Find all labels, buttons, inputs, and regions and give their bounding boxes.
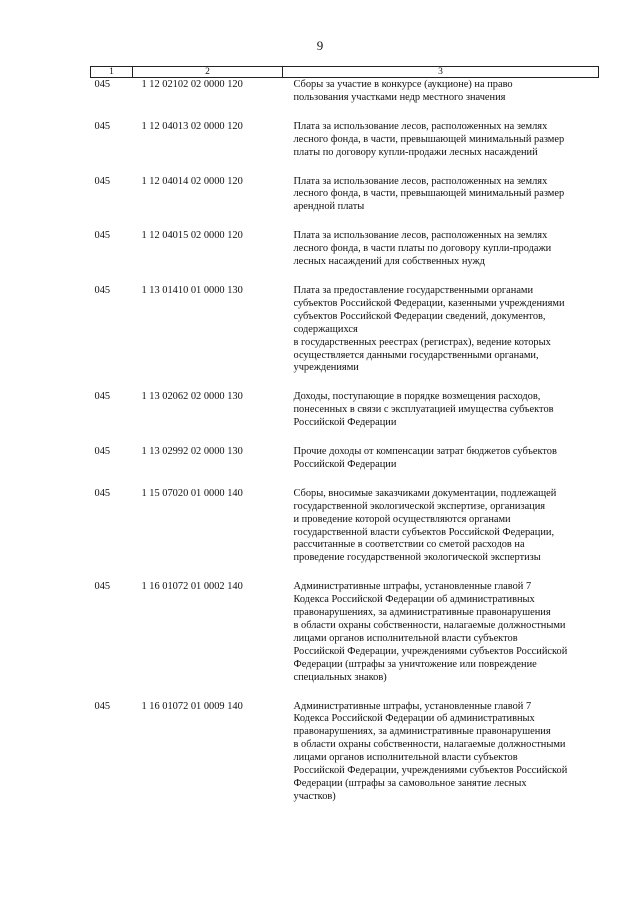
admin-code-cell: 045 bbox=[94, 284, 111, 296]
income-description-cell bbox=[283, 121, 599, 176]
table-row bbox=[91, 121, 599, 176]
description-line: в области охраны собственности, налагаемые должностными bbox=[293, 739, 566, 751]
table-row bbox=[91, 446, 599, 488]
income-description-cell bbox=[283, 581, 599, 700]
table-row bbox=[91, 391, 599, 446]
income-description-cell bbox=[283, 488, 599, 581]
budget-classification-code-cell: 1 13 02062 02 0000 130 bbox=[141, 391, 243, 403]
budget-classification-code-cell: 1 12 04014 02 0000 120 bbox=[141, 175, 243, 187]
description-line: Федерации (штрафы за уничтожение или повреждение bbox=[293, 658, 537, 670]
description-line: Российской Федерации, учреждениями субъектов Российской bbox=[293, 765, 568, 777]
description-line: арендной платы bbox=[293, 201, 365, 213]
table-row bbox=[91, 488, 599, 581]
description-line: правонарушениях, за административные правонарушения bbox=[293, 607, 551, 619]
description-line: Плата за использование лесов, расположенных на землях bbox=[293, 230, 548, 242]
admin-code-cell: 045 bbox=[94, 79, 111, 90]
admin-code-cell: 045 bbox=[94, 120, 111, 132]
description-line: лицами органов исполнительной власти субъектов bbox=[293, 752, 518, 764]
budget-classification-code-cell: 1 12 04013 02 0000 120 bbox=[141, 120, 243, 132]
description-line: лесных насаждений для собственных нужд bbox=[293, 256, 485, 268]
description-line: Административные штрафы, установленные главой 7 bbox=[293, 581, 532, 593]
income-description-cell bbox=[283, 176, 599, 231]
description-line: в государственных реестрах (регистрах), ведение которых bbox=[293, 336, 551, 348]
description-line: Плата за использование лесов, расположенных на землях bbox=[293, 120, 548, 132]
budget-classification-code-cell: 1 12 04015 02 0000 120 bbox=[141, 230, 243, 242]
budget-classification-code-cell: 1 16 01072 01 0002 140 bbox=[141, 581, 243, 593]
description-line: субъектов Российской Федерации, казенными учреждениями bbox=[293, 297, 565, 309]
description-line: Российской Федерации bbox=[293, 458, 397, 470]
income-description-cell bbox=[283, 701, 599, 820]
description-line: Кодекса Российской Федерации об административных bbox=[293, 713, 535, 725]
description-line: платы по договору купли-продажи лесных насаждений bbox=[293, 146, 538, 158]
description-line: осуществляется данными государственными органами, bbox=[293, 349, 539, 361]
description-line: пользования участками недр местного значения bbox=[293, 91, 506, 103]
table-row bbox=[91, 176, 599, 231]
description-line: понесенных в связи с эксплуатацией имущества субъектов bbox=[293, 404, 554, 416]
income-description-cell bbox=[283, 230, 599, 285]
description-line: проведение государственной экологической экспертизы bbox=[293, 552, 541, 564]
description-line: Российской Федерации bbox=[293, 417, 397, 429]
table-row bbox=[91, 581, 599, 700]
description-line: субъектов Российской Федерации сведений, документов, bbox=[293, 310, 546, 322]
column-header-3: 3 bbox=[283, 67, 599, 78]
budget-classification-code-cell: 1 13 01410 01 0000 130 bbox=[141, 284, 243, 296]
admin-code-cell: 045 bbox=[94, 391, 111, 403]
description-line: Административные штрафы, установленные главой 7 bbox=[293, 700, 532, 712]
description-line: Сборы за участие в конкурсе (аукционе) на право bbox=[293, 79, 513, 90]
header-row bbox=[91, 67, 599, 78]
table-row bbox=[91, 78, 599, 121]
description-line: специальных знаков) bbox=[293, 671, 387, 683]
income-description-cell bbox=[283, 391, 599, 446]
table-row bbox=[91, 230, 599, 285]
description-line: лесного фонда, в части, превышающей минимальный размер bbox=[293, 133, 565, 145]
income-description-cell bbox=[283, 78, 599, 121]
table-body bbox=[91, 78, 599, 820]
budget-classification-code-cell: 1 12 02102 02 0000 120 bbox=[141, 79, 243, 90]
description-line: правонарушениях, за административные правонарушения bbox=[293, 726, 551, 738]
table-row bbox=[91, 285, 599, 391]
budget-classification-code-cell: 1 13 02992 02 0000 130 bbox=[141, 446, 243, 458]
description-line: Российской Федерации, учреждениями субъектов Российской bbox=[293, 645, 568, 657]
income-description-cell bbox=[283, 446, 599, 488]
description-line: Прочие доходы от компенсации затрат бюджетов субъектов bbox=[293, 446, 557, 458]
description-line: Плата за предоставление государственными органами bbox=[293, 284, 534, 296]
description-line: Сборы, вносимые заказчиками документации, подлежащей bbox=[293, 487, 557, 499]
admin-code-cell: 045 bbox=[94, 700, 111, 712]
page-number: 9 bbox=[316, 38, 324, 53]
column-header-1: 1 bbox=[91, 67, 133, 78]
budget-classification-code-cell: 1 16 01072 01 0009 140 bbox=[141, 700, 243, 712]
description-line: Доходы, поступающие в порядке возмещения расходов, bbox=[293, 391, 541, 403]
description-line: Федерации (штрафы за самовольное занятие лесных bbox=[293, 777, 527, 789]
description-line: лицами органов исполнительной власти субъектов bbox=[293, 632, 518, 644]
income-description-cell bbox=[283, 285, 599, 391]
budget-classification-code-cell: 1 15 07020 01 0000 140 bbox=[141, 487, 243, 499]
column-header-2: 2 bbox=[133, 67, 283, 78]
description-line: содержащихся bbox=[293, 323, 358, 335]
description-line: учреждениями bbox=[293, 362, 359, 374]
description-line: лесного фонда, в части, превышающей минимальный размер bbox=[293, 188, 565, 200]
description-line: государственной экологической экспертизе, организация bbox=[293, 500, 546, 512]
admin-code-cell: 045 bbox=[94, 487, 111, 499]
description-line: рассчитанные в соответствии со сметой расходов на bbox=[293, 539, 525, 551]
admin-code-cell: 045 bbox=[94, 446, 111, 458]
description-line: лесного фонда, в части платы по договору купли-продажи bbox=[293, 243, 552, 255]
table-row bbox=[91, 701, 599, 820]
admin-code-cell: 045 bbox=[94, 581, 111, 593]
admin-code-cell: 045 bbox=[94, 175, 111, 187]
description-line: Кодекса Российской Федерации об административных bbox=[293, 594, 535, 606]
description-line: в области охраны собственности, налагаемые должностными bbox=[293, 620, 566, 631]
description-line: Плата за использование лесов, расположенных на землях bbox=[293, 175, 548, 187]
description-line: и проведение которой осуществляются органами bbox=[293, 513, 511, 525]
admin-code-cell: 045 bbox=[94, 230, 111, 242]
description-line: участков) bbox=[293, 790, 336, 802]
description-line: государственной власти субъектов Российской Федерации, bbox=[293, 526, 555, 538]
income-codes-table bbox=[90, 66, 599, 820]
